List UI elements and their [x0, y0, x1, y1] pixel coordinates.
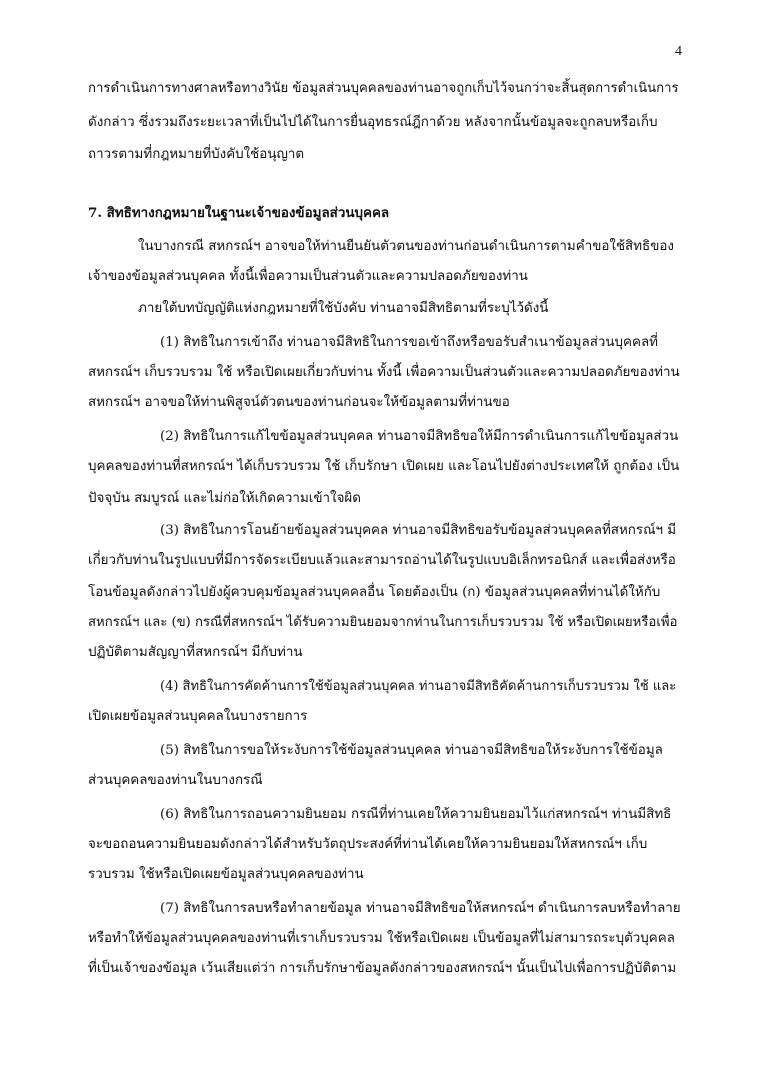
right-item-line: (6) สิทธิในการถอนความยินยอม กรณีที่ท่านเคยให้ความยินยอมไว้แก่สหกรณ์ฯ ท่านมีสิทธิ [160, 807, 672, 822]
right-item-line: หรือทำให้ข้อมูลส่วนบุคคลของท่านที่เราเก็บรวบรวม ใช้หรือเปิดเผย เป็นข้อมูลที่ไม่สามารถระบุตัวบุคคล [88, 931, 675, 946]
right-item-line: ส่วนบุคคลของท่านในบางกรณี [88, 773, 263, 788]
right-item-line: โอนข้อมูลดังกล่าวไปยังผู้ควบคุมข้อมูลส่วนบุคคลอื่น โดยต้องเป็น (ก) ข้อมูลส่วนบุคคลที่ท่านได้ให้กับ [88, 585, 661, 600]
right-item-line: รวบรวม ใช้หรือเปิดเผยข้อมูลส่วนบุคคลของท่าน [88, 867, 364, 882]
right-item-line: (2) สิทธิในการแก้ไขข้อมูลส่วนบุคคล ท่านอาจมีสิทธิขอให้มีการดำเนินการแก้ไขข้อมูลส่วน [160, 429, 679, 444]
right-item-line: (7) สิทธิในการลบหรือทำลายข้อมูล ท่านอาจมีสิทธิขอให้สหกรณ์ฯ ดำเนินการลบหรือทำลาย [160, 901, 681, 916]
right-item-line: บุคคลของท่านที่สหกรณ์ฯ ได้เก็บรวบรวม ใช้ เก็บรักษา เปิดเผย และโอนไปยังต่างประเทศให้ ถูกต้อง เป็น [88, 459, 680, 474]
paragraph-line: ดังกล่าว ซึ่งรวมถึงระยะเวลาที่เป็นไปได้ในการยื่นอุทธรณ์ฎีกาด้วย หลังจากนั้นข้อมูลจะถูกลบหรือเก็บ [88, 115, 658, 130]
right-item-line: (5) สิทธิในการขอให้ระงับการใช้ข้อมูลส่วนบุคคล ท่านอาจมีสิทธิขอให้ระงับการใช้ข้อมูล [160, 743, 663, 758]
paragraph-line: การดำเนินการทางศาลหรือทางวินัย ข้อมูลส่วนบุคคลของท่านอาจถูกเก็บไว้จนกว่าจะสิ้นสุดการดำเนินการ [88, 81, 679, 96]
right-item-line: (4) สิทธิในการคัดค้านการใช้ข้อมูลส่วนบุคคล ท่านอาจมีสิทธิคัดค้านการเก็บรวบรวม ใช้ และ [160, 679, 677, 694]
page-number: 4 [675, 44, 682, 59]
section-heading: 7. สิทธิทางกฎหมายในฐานะเจ้าของข้อมูลส่วนบุคคล [88, 205, 390, 221]
right-item-line: จะขอถอนความยินยอมดังกล่าวได้สำหรับวัตถุประสงค์ที่ท่านได้เคยให้ความยินยอมให้สหกรณ์ฯ เก็บ [88, 837, 648, 852]
paragraph-line: ภายใต้บทบัญญัติแห่งกฎหมายที่ใช้บังคับ ท่านอาจมีสิทธิตามที่ระบุไว้ดังนี้ [138, 301, 549, 316]
right-item-line: (3) สิทธิในการโอนย้ายข้อมูลส่วนบุคคล ท่านอาจมีสิทธิขอรับข้อมูลส่วนบุคคลที่สหกรณ์ฯ มี [160, 523, 677, 538]
right-item-line: ปัจจุบัน สมบูรณ์ และไม่ก่อให้เกิดความเข้าใจผิด [88, 491, 361, 506]
paragraph-line: ในบางกรณี สหกรณ์ฯ อาจขอให้ท่านยืนยันตัวตนของท่านก่อนดำเนินการตามคำขอใช้สิทธิของ [138, 239, 674, 254]
paragraph-line: ถาวรตามที่กฎหมายที่บังคับใช้อนุญาต [88, 147, 305, 162]
right-item-line: ปฏิบัติตามสัญญาที่สหกรณ์ฯ มีกับท่าน [88, 645, 303, 660]
right-item-line: สหกรณ์ฯ อาจขอให้ท่านพิสูจน์ตัวตนของท่านก่อนจะให้ข้อมูลตามที่ท่านขอ [88, 395, 510, 410]
right-item-line: สหกรณ์ฯ และ (ข) กรณีที่สหกรณ์ฯ ได้รับความยินยอมจากท่านในการเก็บรวบรวม ใช้ หรือเปิดเผยหรือเพื่อ [88, 615, 678, 630]
right-item-line: ที่เป็นเจ้าของข้อมูล เว้นเสียแต่ว่า การเก็บรักษาข้อมูลดังกล่าวของสหกรณ์ฯ นั้นเป็นไปเพื่อการปฏิบัติตาม [88, 961, 677, 976]
right-item-line: (1) สิทธิในการเข้าถึง ท่านอาจมีสิทธิในการขอเข้าถึงหรือขอรับสำเนาข้อมูลส่วนบุคคลที่ [160, 335, 658, 350]
right-item-line: สหกรณ์ฯ เก็บรวบรวม ใช้ หรือเปิดเผยเกี่ยวกับท่าน ทั้งนี้ เพื่อความเป็นส่วนตัวและความปลอดภัยของท่าน [88, 365, 680, 380]
paragraph-line: เจ้าของข้อมูลส่วนบุคคล ทั้งนี้เพื่อความเป็นส่วนตัวและความปลอดภัยของท่าน [88, 269, 528, 284]
right-item-line: เกี่ยวกับท่านในรูปแบบที่มีการจัดระเบียบแล้วและสามารถอ่านได้ในรูปแบบอิเล็กทรอนิกส์ และเพื่อส่งหรือ [88, 553, 676, 568]
right-item-line: เปิดเผยข้อมูลส่วนบุคคลในบางรายการ [88, 709, 308, 724]
